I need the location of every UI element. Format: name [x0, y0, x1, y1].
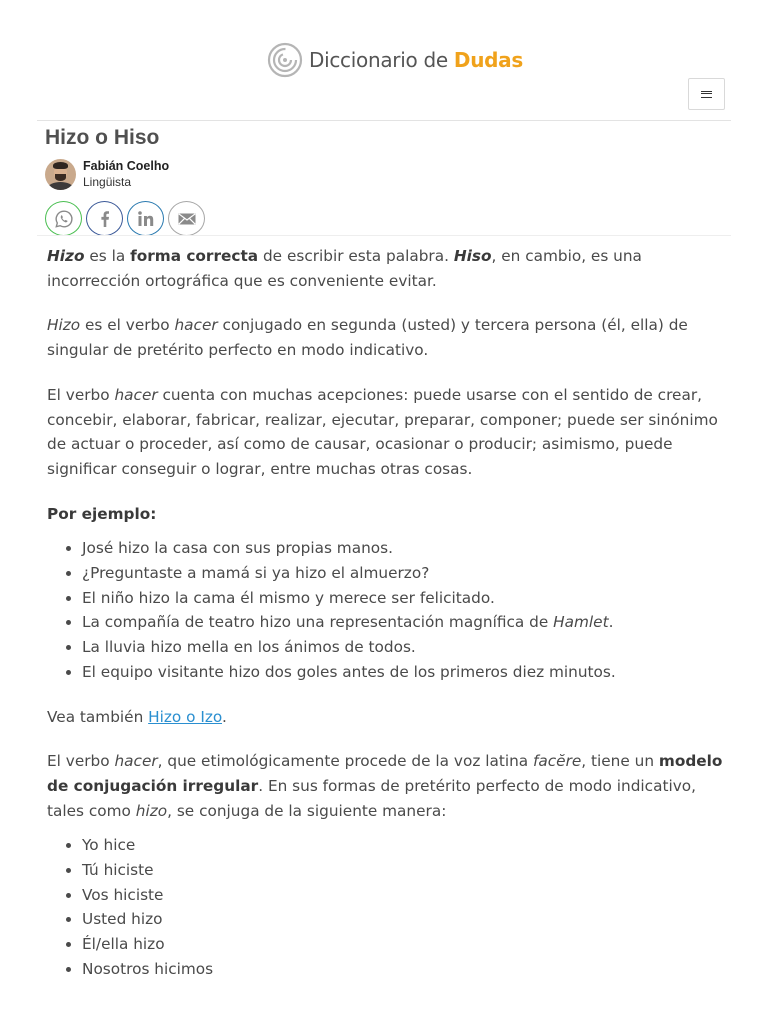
paragraph-definition: Hizo es el verbo hacer conjugado en segunda (usted) y tercera persona (él, ella) de singular de pretérito perfecto en modo indicativo.	[47, 316, 688, 360]
list-item: • La compañía de teatro hizo una representación magnífica de Hamlet.	[82, 610, 727, 635]
divider	[37, 235, 731, 236]
list-item: • ¿Preguntaste a mamá si ya hizo el almuerzo?	[82, 561, 727, 586]
paragraph-intro: Hizo es la forma correcta de escribir esta palabra. Hiso, en cambio, es una incorrección ortográfica que es conveniente evitar.	[47, 247, 642, 290]
facebook-icon	[95, 209, 115, 229]
author-name[interactable]: Fabián Coelho	[83, 159, 170, 173]
list-item: • El equipo visitante hizo dos goles antes de los primeros diez minutos.	[82, 660, 727, 685]
list-item: • Nosotros hicimos	[82, 957, 727, 982]
list-item: • La lluvia hizo mella en los ánimos de todos.	[82, 635, 727, 660]
whatsapp-icon	[54, 209, 74, 229]
author-role: Lingüista	[83, 175, 132, 189]
share-facebook-button[interactable]	[86, 201, 123, 236]
list-item: • Vos hiciste	[82, 883, 727, 908]
list-item: • José hizo la casa con sus propias manos.	[82, 536, 727, 561]
list-item: • Tú hiciste	[82, 858, 727, 883]
hamburger-icon	[701, 91, 712, 98]
site-name: Diccionario de Dudas	[309, 48, 523, 72]
site-header	[37, 0, 731, 121]
menu-button[interactable]	[688, 78, 725, 110]
list-item: • Yo hice	[82, 833, 727, 858]
list-item: • El niño hizo la cama él mismo y merece ser felicitado.	[82, 586, 727, 611]
conjugation-list	[82, 833, 727, 981]
examples-list	[82, 536, 727, 684]
page-title: Hizo o Hiso	[45, 126, 160, 149]
email-icon	[177, 209, 197, 229]
examples-heading: Por ejemplo:	[47, 504, 157, 523]
logo-icon	[267, 42, 303, 78]
see-also: Vea también Hizo o Izo.	[47, 707, 227, 726]
article-body	[47, 244, 727, 1002]
share-email-button[interactable]	[168, 201, 205, 236]
paragraph-conjugation: El verbo hacer, que etimológicamente procede de la voz latina facĕre, tiene un modelo de conjugación irregular. En sus formas de pretérito perfecto de modo indicativo, tales como hizo, se conjuga de la siguiente manera:	[47, 752, 723, 820]
avatar[interactable]	[45, 159, 76, 190]
list-item: • Él/ella hizo	[82, 932, 727, 957]
linkedin-icon	[136, 209, 156, 229]
paragraph-meanings: El verbo hacer cuenta con muchas acepciones: puede usarse con el sentido de crear, concebir, elaborar, fabricar, realizar, ejecutar, preparar, componer; puede ser sinónimo de actuar o proceder, así como de causar, ocasionar o producir; asimismo, puede significar conseguir o lograr, entre muchas otras cosas.	[47, 385, 718, 478]
share-bar	[45, 201, 209, 236]
author-block[interactable]	[45, 158, 169, 191]
list-item: • Usted hizo	[82, 907, 727, 932]
site-logo[interactable]	[267, 42, 523, 78]
share-linkedin-button[interactable]	[127, 201, 164, 236]
see-also-link[interactable]: Hizo o Izo	[148, 707, 222, 726]
share-whatsapp-button[interactable]	[45, 201, 82, 236]
